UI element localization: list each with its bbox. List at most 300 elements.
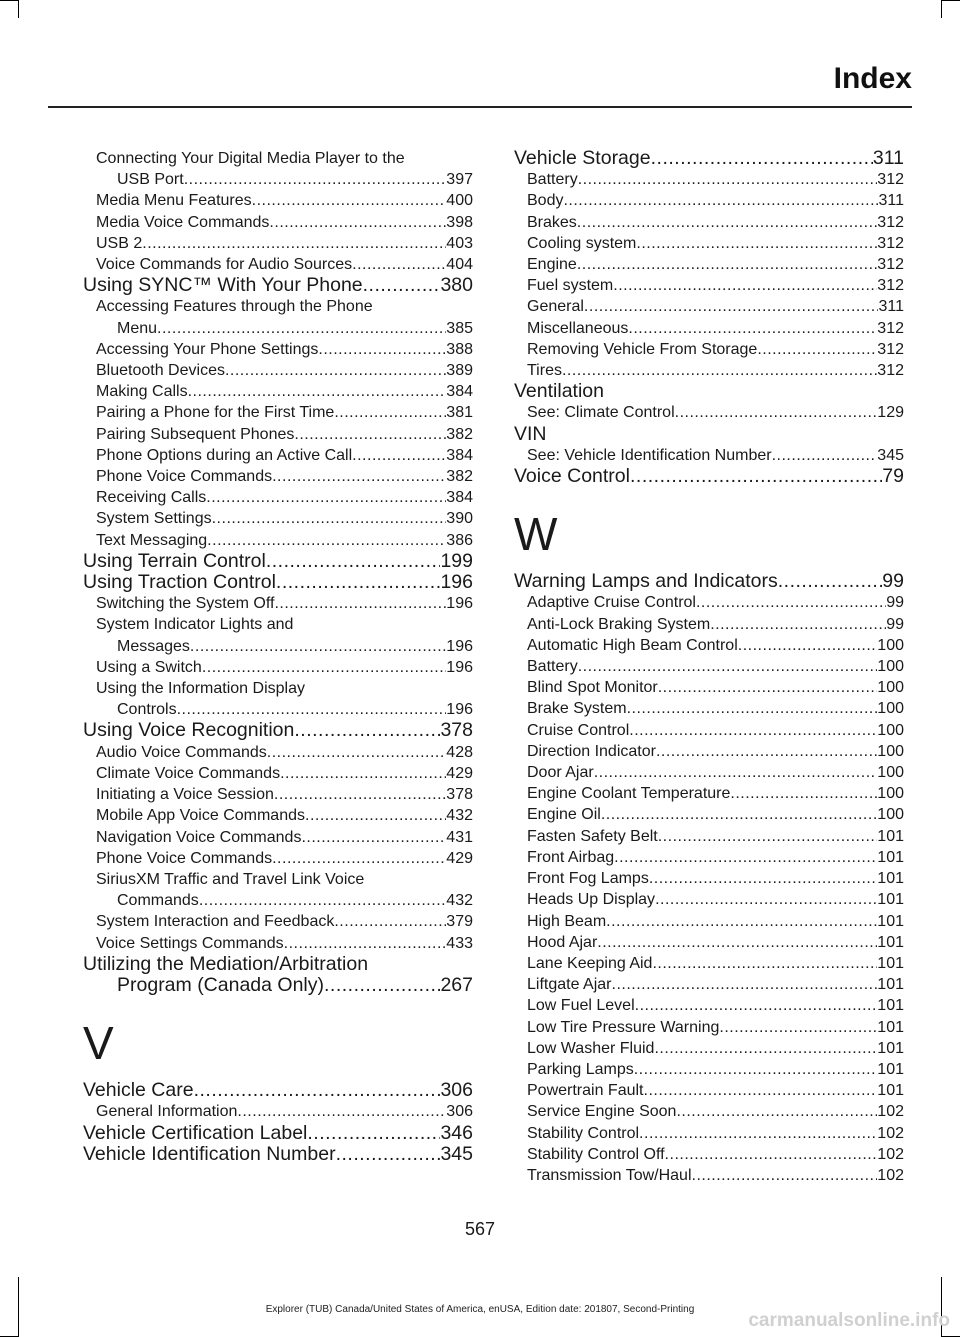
page-ref: 432 [446, 892, 473, 910]
dot-leader [656, 741, 877, 762]
dot-leader [280, 763, 446, 784]
dot-leader [336, 1144, 441, 1165]
entry-label: Battery [527, 658, 578, 676]
page-ref: 79 [882, 465, 904, 488]
entry-label: Initiating a Voice Session [96, 786, 274, 804]
index-subentry[interactable] [83, 911, 473, 932]
index-subentry[interactable] [83, 402, 473, 423]
dot-leader [352, 445, 446, 466]
index-subentry[interactable] [514, 1038, 904, 1059]
index-entry[interactable] [83, 720, 473, 741]
dot-leader [584, 296, 879, 317]
dot-leader [318, 339, 446, 360]
page-ref: 403 [446, 234, 473, 252]
dot-leader [710, 614, 886, 635]
entry-label: Low Tire Pressure Warning [527, 1018, 720, 1036]
page-ref: 196 [446, 595, 473, 613]
page-ref: 385 [446, 319, 473, 337]
dot-leader [757, 339, 877, 360]
entry-label-line1: Using the Information Display [96, 680, 305, 698]
index-subentry[interactable] [83, 805, 473, 826]
page-ref: 384 [446, 446, 473, 464]
page-ref: 99 [882, 570, 904, 593]
dot-leader [696, 592, 886, 613]
page-ref: 102 [877, 1145, 904, 1163]
index-subentry[interactable] [514, 953, 904, 974]
entry-line2 [96, 169, 473, 190]
entry-label-line1: Connecting Your Digital Media Player to the [96, 150, 405, 167]
dot-leader [276, 572, 441, 593]
index-entry[interactable] [514, 466, 904, 487]
entry-label: Liftgate Ajar [527, 976, 612, 994]
entry-label: Automatic High Beam Control [527, 636, 738, 654]
index-subentry[interactable] [514, 339, 904, 360]
index-subentry[interactable] [83, 530, 473, 551]
dot-leader [578, 656, 878, 677]
page-ref: 384 [446, 383, 473, 401]
entry-label: Making Calls [96, 383, 188, 401]
index-subentry[interactable] [514, 656, 904, 677]
entry-label: Parking Lamps [527, 1060, 634, 1078]
page-ref: 102 [877, 1124, 904, 1142]
entry-label: Removing Vehicle From Storage [527, 340, 758, 358]
dot-leader [629, 720, 877, 741]
page-ref: 388 [446, 340, 473, 358]
page-ref: 381 [446, 404, 473, 422]
page-ref: 196 [446, 658, 473, 676]
dot-leader [652, 953, 877, 974]
dot-leader [606, 911, 877, 932]
section-letter: W [514, 508, 558, 561]
index-subentry[interactable] [514, 169, 904, 190]
entry-label: Using SYNC™ With Your Phone [83, 274, 363, 297]
page-ref: 379 [446, 913, 473, 931]
dot-leader [305, 805, 446, 826]
entry-label: Engine [527, 256, 577, 274]
index-subentry[interactable] [514, 698, 904, 719]
watermark: carmanualsonline.info [748, 1310, 950, 1331]
page-ref: 312 [877, 234, 904, 252]
dot-leader [601, 804, 877, 825]
page-ref: 100 [877, 636, 904, 654]
dot-leader [577, 254, 877, 275]
entry-label: Vehicle Identification Number [83, 1142, 336, 1165]
index-subentry[interactable] [514, 296, 904, 317]
entry-label: Miscellaneous [527, 319, 629, 337]
entry-label: Adaptive Cruise Control [527, 594, 696, 612]
dot-leader [563, 190, 878, 211]
index-subentry[interactable] [514, 974, 904, 995]
dot-leader [665, 1144, 878, 1165]
index-column-left [83, 148, 473, 1165]
index-subentry[interactable] [514, 720, 904, 741]
index-subentry[interactable] [514, 932, 904, 953]
entry-label: Receiving Calls [96, 489, 207, 507]
entry-lines [96, 148, 473, 190]
page-ref: 100 [877, 721, 904, 739]
entry-label: Voice Settings Commands [96, 934, 284, 952]
index-entry[interactable] [83, 572, 473, 593]
page-ref: 312 [877, 362, 904, 380]
page-ref: 428 [446, 743, 473, 761]
index-subentry[interactable] [83, 742, 473, 763]
page-ref: 101 [877, 848, 904, 866]
crop-mark-top-right-v [941, 0, 942, 18]
entry-label: General Information [96, 1103, 238, 1121]
index-subentry[interactable] [514, 889, 904, 910]
entry-label: High Beam [527, 912, 607, 930]
page-ref: 100 [877, 806, 904, 824]
entry-label: Bluetooth Devices [96, 362, 225, 380]
index-subentry[interactable] [514, 868, 904, 889]
page-ref: 102 [877, 1103, 904, 1121]
entry-label-line2: Commands [117, 892, 199, 910]
page-ref: 431 [446, 828, 473, 846]
entry-label: Using Voice Recognition [83, 719, 295, 742]
index-subentry[interactable] [514, 275, 904, 296]
dot-leader [266, 551, 441, 572]
dot-leader [294, 424, 446, 445]
entry-label: Voice Commands for Audio Sources [96, 256, 353, 274]
page-ref: 100 [877, 742, 904, 760]
page-ref: 196 [446, 701, 473, 719]
page-ref: 100 [877, 679, 904, 697]
entry-label: Engine Coolant Temperature [527, 785, 731, 803]
index-subentry[interactable] [83, 212, 473, 233]
entry-label: Phone Voice Commands [96, 468, 273, 486]
entry-label: Body [527, 192, 564, 210]
index-subentry[interactable] [83, 933, 473, 954]
page-ref: 382 [446, 468, 473, 486]
page-ref: 384 [446, 489, 473, 507]
entry-label: Audio Voice Commands [96, 743, 267, 761]
index-subentry[interactable] [514, 190, 904, 211]
page-ref: 101 [877, 976, 904, 994]
page-ref: 267 [440, 973, 473, 996]
page-ref: 397 [446, 171, 473, 189]
entry-lines [83, 954, 473, 996]
entry-label: Vehicle Storage [514, 147, 651, 169]
index-subentry[interactable] [514, 592, 904, 613]
index-entry[interactable] [514, 571, 904, 592]
index-subentry[interactable] [514, 254, 904, 275]
index-entry[interactable] [83, 275, 473, 296]
page-ref: 398 [446, 213, 473, 231]
dot-leader [202, 657, 446, 678]
index-subentry[interactable] [83, 678, 473, 720]
entry-label: Door Ajar [527, 764, 594, 782]
page-ref: 100 [877, 700, 904, 718]
dot-leader [675, 402, 878, 423]
page-ref: 102 [877, 1166, 904, 1184]
dot-leader [237, 1101, 446, 1122]
index-subentry[interactable] [83, 148, 473, 190]
dot-leader [272, 848, 446, 869]
dot-leader [676, 1101, 877, 1122]
dot-leader [294, 720, 440, 741]
index-subentry[interactable] [514, 826, 904, 847]
index-subentry[interactable] [514, 318, 904, 339]
page-ref: 390 [446, 510, 473, 528]
dot-leader [212, 508, 447, 529]
dot-leader [142, 233, 446, 254]
page-ref: 312 [877, 277, 904, 295]
footer-edition: Explorer (TUB) Canada/United States of America, enUSA, Edition date: 201807, Second-Printing [265, 1304, 695, 1315]
dot-leader [334, 911, 446, 932]
entry-label: Vehicle Care [83, 1079, 194, 1102]
entry-label: Engine Oil [527, 806, 601, 824]
page-ref: 99 [886, 594, 904, 612]
entry-line2 [96, 636, 473, 657]
entry-label: Low Fuel Level [527, 997, 635, 1015]
index-subentry[interactable] [83, 593, 473, 614]
dot-leader [651, 148, 873, 169]
index-entry[interactable] [514, 148, 904, 169]
dot-leader [654, 1038, 877, 1059]
entry-label: Phone Voice Commands [96, 849, 273, 867]
page-ref: 432 [446, 807, 473, 825]
index-subentry[interactable] [83, 190, 473, 211]
index-subentry[interactable] [514, 995, 904, 1016]
entry-label: Text Messaging [96, 531, 208, 549]
index-subentry[interactable] [83, 424, 473, 445]
page-ref: 312 [877, 319, 904, 337]
index-subentry[interactable] [83, 508, 473, 529]
page-ref: 101 [877, 870, 904, 888]
index-entry[interactable] [83, 1123, 473, 1144]
entry-label: Low Washer Fluid [527, 1039, 655, 1057]
dot-leader [188, 381, 447, 402]
entry-label: Cooling system [527, 234, 637, 252]
dot-leader [274, 784, 446, 805]
entry-label: Anti-Lock Braking System [527, 615, 711, 633]
index-subentry[interactable] [514, 402, 904, 423]
page-ref: 311 [878, 192, 904, 210]
entry-label-line1: Utilizing the Mediation/Arbitration [83, 952, 369, 975]
entry-line2 [96, 318, 473, 339]
index-column-right [514, 148, 904, 1186]
dot-leader [207, 530, 446, 551]
index-entry[interactable] [83, 551, 473, 572]
entry-label: See: Vehicle Identification Number [527, 446, 772, 464]
dot-leader [269, 212, 446, 233]
index-entry[interactable] [83, 1080, 473, 1101]
entry-label: Stability Control Off [527, 1145, 665, 1163]
index-subentry[interactable] [514, 1165, 904, 1186]
page-ref: 101 [877, 997, 904, 1015]
entry-label: Mobile App Voice Commands [96, 807, 305, 825]
index-subentry[interactable] [514, 804, 904, 825]
index-subentry[interactable] [83, 827, 473, 848]
index-subentry[interactable] [514, 762, 904, 783]
dot-leader [613, 275, 877, 296]
index-subentry[interactable] [83, 296, 473, 338]
entry-label-line1: Accessing Features through the Phone [96, 298, 373, 316]
entry-label: System Settings [96, 510, 212, 528]
index-subentry[interactable] [83, 1101, 473, 1122]
index-subentry[interactable] [83, 339, 473, 360]
entry-label: General [527, 298, 584, 316]
dot-leader [630, 466, 882, 487]
entry-label: Phone Options during an Active Call [96, 446, 353, 464]
index-subentry[interactable] [83, 254, 473, 275]
index-subentry[interactable] [514, 1123, 904, 1144]
index-subentry[interactable] [83, 869, 473, 911]
index-subentry[interactable] [514, 360, 904, 381]
page-ref: 101 [877, 1082, 904, 1100]
crop-mark-top-right [942, 0, 960, 1]
entry-label-line1: System Indicator Lights and [96, 616, 294, 634]
dot-leader [644, 1080, 878, 1101]
entry-label: Direction Indicator [527, 742, 656, 760]
entry-label: Media Menu Features [96, 192, 252, 210]
index-subentry[interactable] [83, 360, 473, 381]
index-heading: VIN [514, 422, 547, 445]
entry-label-line2: USB Port [117, 171, 184, 189]
entry-label: Lane Keeping Aid [527, 954, 653, 972]
dot-leader [284, 933, 447, 954]
entry-label: Fasten Safety Belt [527, 827, 658, 845]
index-subentry[interactable] [514, 847, 904, 868]
entry-label: Warning Lamps and Indicators [514, 570, 778, 593]
index-entry[interactable] [83, 954, 473, 996]
entry-label: Powertrain Fault [527, 1082, 644, 1100]
page-ref: 101 [877, 933, 904, 951]
entry-label: Using Terrain Control [83, 549, 266, 572]
page-ref: 429 [446, 764, 473, 782]
index-subentry[interactable] [514, 635, 904, 656]
dot-leader [597, 932, 877, 953]
entry-label: Accessing Your Phone Settings [96, 340, 319, 358]
page-number: 567 [464, 1219, 496, 1239]
entry-label: Hood Ajar [527, 933, 598, 951]
section-letter: V [83, 1017, 114, 1070]
crop-mark-top-left-v [18, 0, 19, 18]
entry-label: Using a Switch [96, 658, 202, 676]
page-ref: 129 [877, 404, 904, 422]
entry-lines [96, 296, 473, 338]
dot-leader [649, 868, 877, 889]
index-subentry[interactable] [83, 848, 473, 869]
dot-leader [635, 995, 878, 1016]
index-subentry[interactable] [514, 741, 904, 762]
entry-label: Media Voice Commands [96, 213, 270, 231]
dot-leader [658, 677, 878, 698]
index-subentry[interactable] [514, 233, 904, 254]
page-ref: 312 [877, 340, 904, 358]
entry-label: Tires [527, 362, 562, 380]
index-subentry[interactable] [83, 466, 473, 487]
page-title: Index [833, 62, 912, 95]
index-heading: Ventilation [514, 380, 604, 403]
crop-mark-top-left [0, 0, 18, 1]
dot-leader [628, 318, 877, 339]
page-ref: 378 [440, 719, 473, 742]
index-subentry[interactable] [514, 783, 904, 804]
dot-leader [658, 826, 878, 847]
dot-leader [719, 1017, 877, 1038]
page-ref: 101 [877, 1039, 904, 1057]
index-entry[interactable] [83, 1144, 473, 1165]
index-subentry[interactable] [83, 487, 473, 508]
page-ref: 380 [440, 274, 473, 297]
index-subentry[interactable] [83, 445, 473, 466]
entry-label: Brake System [527, 700, 627, 718]
index-subentry[interactable] [514, 1017, 904, 1038]
index-subentry[interactable] [83, 784, 473, 805]
page-ref: 382 [446, 425, 473, 443]
entry-label: Fuel system [527, 277, 614, 295]
dot-leader [272, 466, 446, 487]
index-subentry[interactable] [514, 1080, 904, 1101]
index-subentry[interactable] [514, 911, 904, 932]
page-ref: 378 [446, 786, 473, 804]
page-ref: 306 [446, 1103, 473, 1121]
dot-leader [772, 445, 878, 466]
entry-label: Climate Voice Commands [96, 764, 281, 782]
page-ref: 312 [877, 171, 904, 189]
dot-leader [692, 1165, 878, 1186]
index-subentry[interactable] [83, 381, 473, 402]
entry-line2 [96, 890, 473, 911]
entry-lines [96, 678, 473, 720]
entry-label-line1: SiriusXM Traffic and Travel Link Voice [96, 870, 365, 888]
page-ref: 101 [877, 891, 904, 909]
dot-leader [190, 636, 446, 657]
page-ref: 311 [872, 147, 904, 169]
page-ref: 196 [440, 571, 473, 594]
dot-leader [301, 827, 446, 848]
dot-leader [738, 635, 878, 656]
index-subentry[interactable] [83, 763, 473, 784]
index-subentry[interactable] [83, 657, 473, 678]
dot-leader [206, 487, 446, 508]
entry-line2 [96, 699, 473, 720]
entry-label: Front Fog Lamps [527, 870, 649, 888]
entry-label: Stability Control [527, 1124, 640, 1142]
entry-label: Battery [527, 171, 578, 189]
index-subentry[interactable] [83, 614, 473, 656]
index-subentry[interactable] [514, 614, 904, 635]
entry-label: Transmission Tow/Haul [527, 1166, 692, 1184]
entry-label: Using Traction Control [83, 571, 276, 594]
page-ref: 312 [877, 256, 904, 274]
page-ref: 101 [877, 1060, 904, 1078]
header-rule [48, 106, 912, 108]
page-ref: 389 [446, 362, 473, 380]
page-ref: 100 [877, 785, 904, 803]
index-subentry[interactable] [83, 233, 473, 254]
index-subentry[interactable] [514, 1144, 904, 1165]
page-ref: 386 [446, 531, 473, 549]
index-subentry[interactable] [514, 212, 904, 233]
index-subentry[interactable] [514, 445, 904, 466]
page-ref: 400 [446, 192, 473, 210]
dot-leader [636, 233, 877, 254]
dot-leader [352, 254, 446, 275]
page-ref: 99 [886, 615, 904, 633]
index-subentry[interactable] [514, 1101, 904, 1122]
dot-leader [324, 975, 440, 996]
dot-leader [177, 699, 447, 720]
dot-leader [627, 698, 878, 719]
index-subentry[interactable] [514, 1059, 904, 1080]
index-subentry[interactable] [514, 677, 904, 698]
dot-leader [334, 402, 446, 423]
entry-label-line2: Messages [117, 637, 190, 655]
dot-leader [730, 783, 877, 804]
dot-leader [578, 169, 878, 190]
